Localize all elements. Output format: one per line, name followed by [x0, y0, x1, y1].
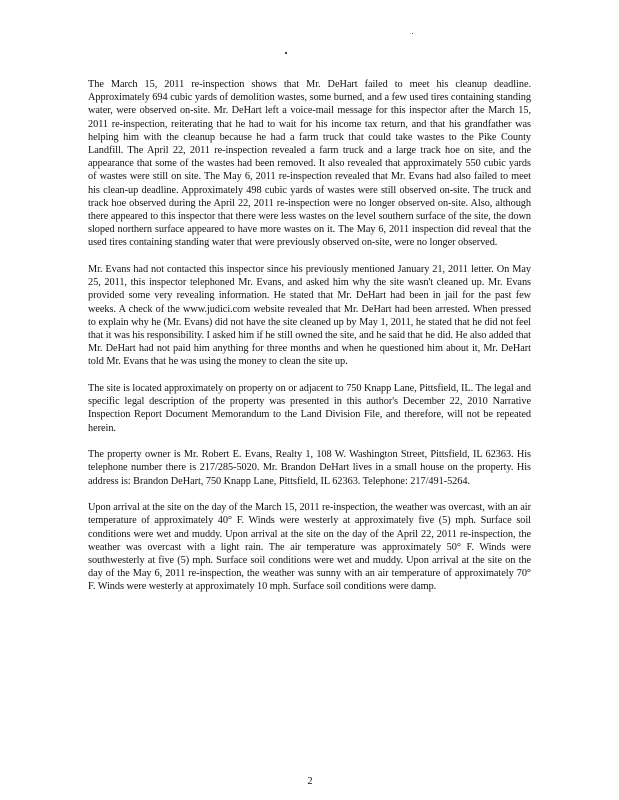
paragraph-reinspection-history: The March 15, 2011 re-inspection shows that Mr. DeHart failed to meet his cleanup deadline. Approximately 694 cubic yards of demolition wastes, some burned, and a few used tires containing standing water, were observed on-site. Mr. DeHart left a voice-mail message for this inspector after the March 15, 2011 re-inspection, reiterating that he had to wait for his income tax return, and that his grandfather was helping him with the cleanup because he had a farm truck that could take wastes to the Pike County Landfill. The April 22, 2011 re-inspection revealed a farm truck and a large track hoe on site, and the appearance that some of the wastes had been removed. It also revealed that approximately 550 cubic yards of wastes were still on site. The May 6, 2011 re-inspection revealed that Mr. Evans had also failed to meet his clean-up deadline. Approximately 498 cubic yards of wastes were still observed on-site. The truck and track hoe observed during the April 22, 2011 re-inspection were no longer observed on-site. Also, although there appeared to this inspector that there were less wastes on the level southern surface of the site, the down sloped northern surface appeared to have more wastes on it. The May 6, 2011 inspection did reveal that the used tires containing standing water that were previously observed on-site, were no longer observed.: [88, 79, 531, 249]
paragraph-evans-contact: Mr. Evans had not contacted this inspector since his previously mentioned January 21, 2011 letter. On May 25, 2011, this inspector telephoned Mr. Evans, and asked him why the site wasn't cleaned up. Mr. Evans provided some very revealing information. He stated that Mr. DeHart had been in jail for the past few weeks. A check of the www.judici.com website revealed that Mr. DeHart had been arrested. When pressed to explain why he (Mr. Evans) did not have the site cleaned up by May 1, 2011, he stated that he did not feel that it was his responsibility. I asked him if he still owned the site, and he said that he did. He also added that Mr. DeHart had not paid him anything for three months and when he questioned him about it, Mr. DeHart told Mr. Evans that he was using the money to clean the site up.: [88, 264, 531, 368]
scan-speck: [285, 52, 287, 54]
page-number: 2: [307, 776, 313, 787]
document-body: [88, 78, 531, 607]
paragraph-weather-conditions: Upon arrival at the site on the day of the March 15, 2011 re-inspection, the weather was overcast, with an air temperature of approximately 40° F. Winds were westerly at approximately five (5) mph. Surface soil conditions were wet and muddy. Upon arrival at the site on the day of the April 22, 2011 re-inspection, the weather was overcast with a light rain. The air temperature was approximately 50° F. Winds were southwesterly at five (5) mph. Surface soil conditions were wet and muddy. Upon arrival at the site on the day of the May 6, 2011 re-inspection, the weather was sunny with an air temperature of approximately 70° F. Winds were westerly at approximately 10 mph. Surface soil conditions were damp.: [88, 502, 531, 593]
paragraph-property-owner: The property owner is Mr. Robert E. Evans, Realty 1, 108 W. Washington Street, Pittsfield, IL 62363. His telephone number there is 217/285-5020. Mr. Brandon DeHart lives in a small house on the property. His address is: Brandon DeHart, 750 Knapp Lane, Pittsfield, IL 62363. Telephone: 217/491-5264.: [88, 449, 531, 487]
paragraph-site-location: The site is located approximately on property on or adjacent to 750 Knapp Lane, Pittsfield, IL. The legal and specific legal description of the property was presented in this author's December 22, 2010 Narrative Inspection Report Document Memorandum to the Land Division File, and therefore, will not be repeated herein.: [88, 383, 531, 434]
scan-speck: [412, 33, 413, 34]
